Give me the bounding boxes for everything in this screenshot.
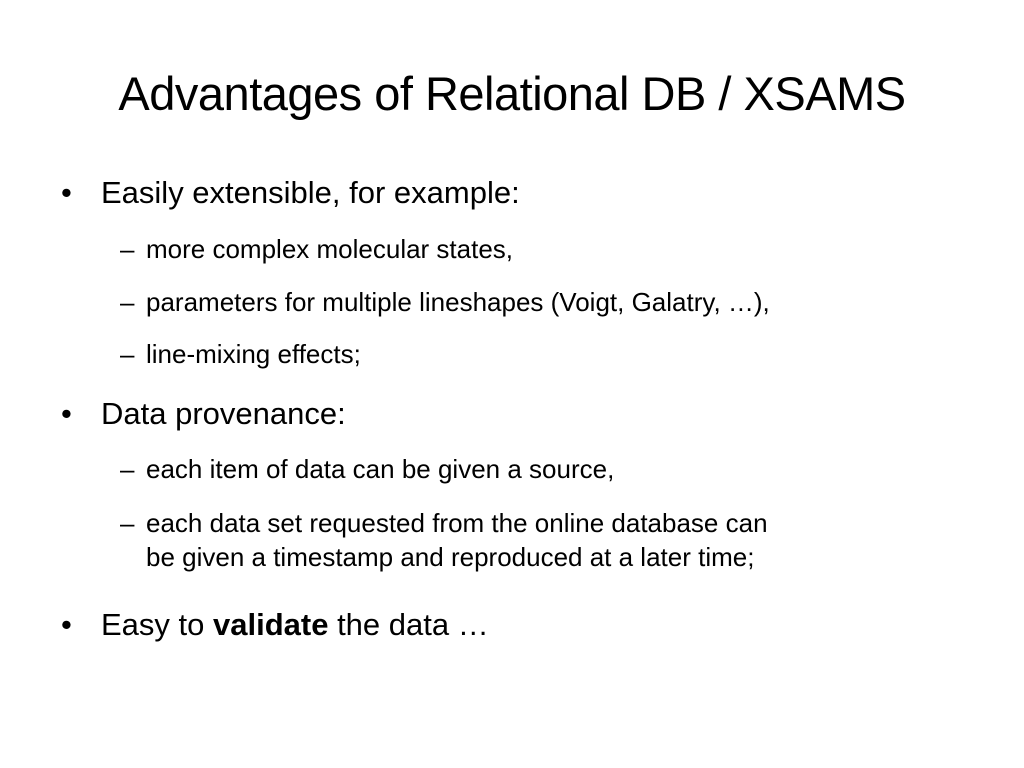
bullet-text-bold: validate <box>213 607 329 642</box>
bullet-item <box>61 173 520 213</box>
sub-bullet-item <box>120 452 615 486</box>
sub-bullet-marker: – <box>120 287 135 317</box>
sub-bullet-text: each item of data can be given a source, <box>146 454 615 484</box>
bullet-text-suffix: the data … <box>328 607 489 642</box>
sub-bullet-marker: – <box>120 454 135 484</box>
sub-bullet-item <box>120 506 768 574</box>
bullet-text: Data provenance: <box>101 396 346 431</box>
bullet-item <box>61 394 346 434</box>
sub-bullet-item <box>120 337 361 371</box>
sub-bullet-item <box>120 232 514 266</box>
sub-bullet-marker: – <box>120 508 135 538</box>
bullet-text: Easily extensible, for example: <box>101 175 520 210</box>
sub-bullet-text-line-1: each data set requested from the online database can <box>146 508 768 538</box>
sub-bullet-marker: – <box>120 339 135 369</box>
sub-bullet-text: more complex molecular states, <box>146 234 514 264</box>
bullet-marker: • <box>61 396 72 431</box>
bullet-marker: • <box>61 607 72 642</box>
bullet-text-prefix: Easy to <box>101 607 213 642</box>
slide-title: Advantages of Relational DB / XSAMS <box>118 67 906 120</box>
sub-bullet-marker: – <box>120 234 135 264</box>
sub-bullet-text: line-mixing effects; <box>146 339 361 369</box>
sub-bullet-text-line-2: be given a timestamp and reproduced at a later time; <box>146 542 755 572</box>
sub-bullet-text: parameters for multiple lineshapes (Voigt, Galatry, …), <box>146 287 770 317</box>
bullet-item <box>61 605 489 645</box>
sub-bullet-item <box>120 285 770 319</box>
bullet-marker: • <box>61 175 72 210</box>
